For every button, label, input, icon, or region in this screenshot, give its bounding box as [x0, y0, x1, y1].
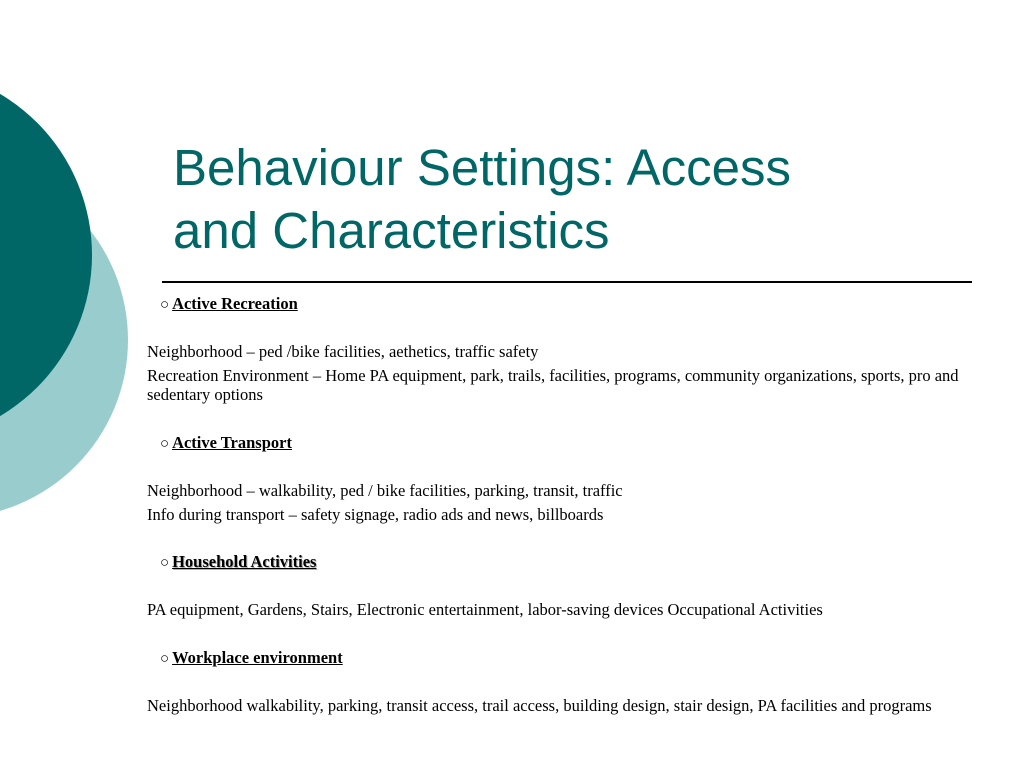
section-heading-label: Workplace environment	[172, 648, 343, 667]
circle-bullet-icon: ○	[160, 297, 170, 313]
title-divider	[162, 281, 972, 283]
body-line: Neighborhood – ped /bike facilities, aethetics, traffic safety	[147, 342, 539, 361]
section-heading-label: Household Activities	[172, 552, 317, 571]
title-line-1: Behaviour Settings: Access	[173, 139, 792, 196]
slide-title	[173, 136, 973, 262]
title-line-2: and Characteristics	[173, 202, 610, 259]
decorative-circles	[0, 0, 140, 560]
section-heading-household-activities	[160, 552, 316, 573]
circle-bullet-icon: ○	[160, 651, 170, 667]
section-heading-workplace-environment	[160, 648, 343, 669]
body-line: Recreation Environment – Home PA equipment, park, trails, facilities, programs, community organizations, sports, pro and sedentary options	[147, 366, 959, 404]
body-line: Info during transport – safety signage, radio ads and news, billboards	[147, 505, 604, 524]
body-line: PA equipment, Gardens, Stairs, Electronic entertainment, labor-saving devices Occupational Activities	[147, 600, 823, 619]
body-line: Neighborhood – walkability, ped / bike facilities, parking, transit, traffic	[147, 481, 623, 500]
body-line: Neighborhood walkability, parking, transit access, trail access, building design, stair design, PA facilities and programs	[147, 696, 932, 715]
section-heading-active-recreation	[160, 294, 298, 315]
circle-bullet-icon: ○	[160, 555, 170, 571]
circle-bullet-icon: ○	[160, 436, 170, 452]
section-heading-active-transport	[160, 433, 292, 454]
section-heading-label: Active Transport	[172, 433, 292, 452]
section-heading-label: Active Recreation	[172, 294, 298, 313]
